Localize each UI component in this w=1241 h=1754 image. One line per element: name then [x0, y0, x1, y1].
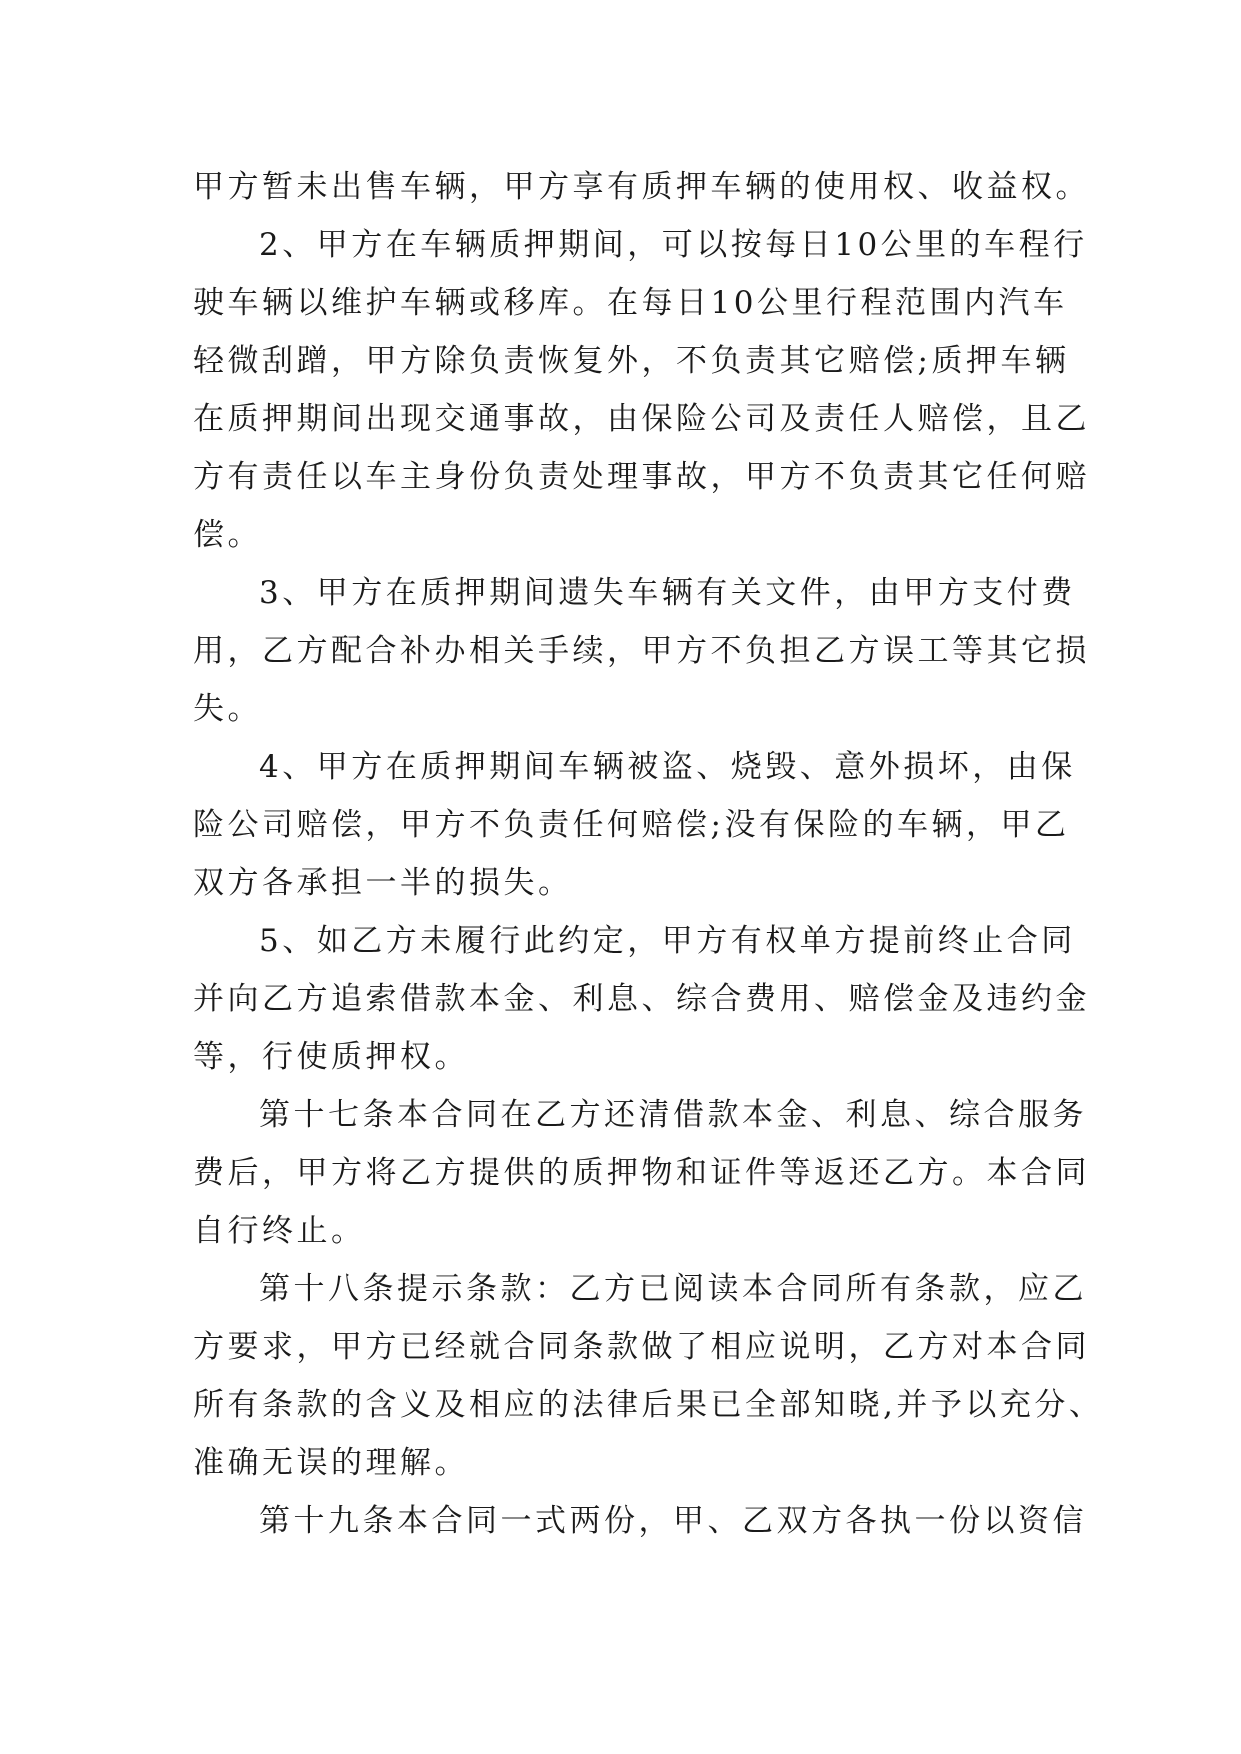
text-line: 并向乙方追索借款本金、利息、综合费用、赔偿金及违约金: [193, 981, 1090, 1017]
text-line: 费后，甲方将乙方提供的质押物和证件等返还乙方。本合同: [193, 1155, 1090, 1191]
text-line: 在质押期间出现交通事故，由保险公司及责任人赔偿，且乙: [193, 401, 1090, 437]
text-line: 5、如乙方未履行此约定，甲方有权单方提前终止合同: [259, 923, 1076, 959]
text-line: 准确无误的理解。: [193, 1445, 469, 1481]
text-line: 自行终止。: [193, 1213, 366, 1249]
paragraph: [193, 1086, 1090, 1260]
text-line: 第十八条提示条款：乙方已阅读本合同所有条款，应乙: [259, 1271, 1087, 1307]
text-line: 第十九条本合同一式两份，甲、乙双方各执一份以资信: [259, 1503, 1087, 1539]
paragraph: [193, 1260, 1104, 1492]
text-line: 方有责任以车主身份负责处理事故，甲方不负责其它任何赔: [193, 459, 1090, 495]
text-line: 驶车辆以维护车辆或移库。在每日10公里行程范围内汽车: [193, 285, 1068, 321]
text-line: 等，行使质押权。: [193, 1039, 469, 1075]
paragraph: [193, 738, 1076, 912]
paragraph: [193, 564, 1090, 738]
document-body: [193, 158, 1104, 1550]
paragraph: [193, 216, 1090, 564]
text-line: 3、甲方在质押期间遗失车辆有关文件，由甲方支付费: [259, 575, 1076, 611]
text-line: 轻微刮蹭，甲方除负责恢复外，不负责其它赔偿;质押车辆: [193, 343, 1070, 379]
text-line: 2、甲方在车辆质押期间，可以按每日10公里的车程行: [259, 227, 1088, 263]
paragraph: [193, 158, 1090, 216]
text-line: 失。: [193, 691, 262, 727]
text-line: 所有条款的含义及相应的法律后果已全部知晓,并予以充分、: [193, 1387, 1104, 1423]
text-line: 双方各承担一半的损失。: [193, 865, 573, 901]
text-line: 偿。: [193, 517, 262, 553]
text-line: 第十七条本合同在乙方还清借款本金、利息、综合服务: [259, 1097, 1087, 1133]
paragraph: [193, 1492, 1087, 1550]
text-line: 甲方暂未出售车辆，甲方享有质押车辆的使用权、收益权。: [193, 169, 1090, 205]
text-line: 用，乙方配合补办相关手续，甲方不负担乙方误工等其它损: [193, 633, 1090, 669]
text-line: 险公司赔偿，甲方不负责任何赔偿;没有保险的车辆，甲乙: [193, 807, 1070, 843]
text-line: 方要求，甲方已经就合同条款做了相应说明，乙方对本合同: [193, 1329, 1090, 1365]
paragraph: [193, 912, 1090, 1086]
text-line: 4、甲方在质押期间车辆被盗、烧毁、意外损坏，由保: [259, 749, 1076, 785]
